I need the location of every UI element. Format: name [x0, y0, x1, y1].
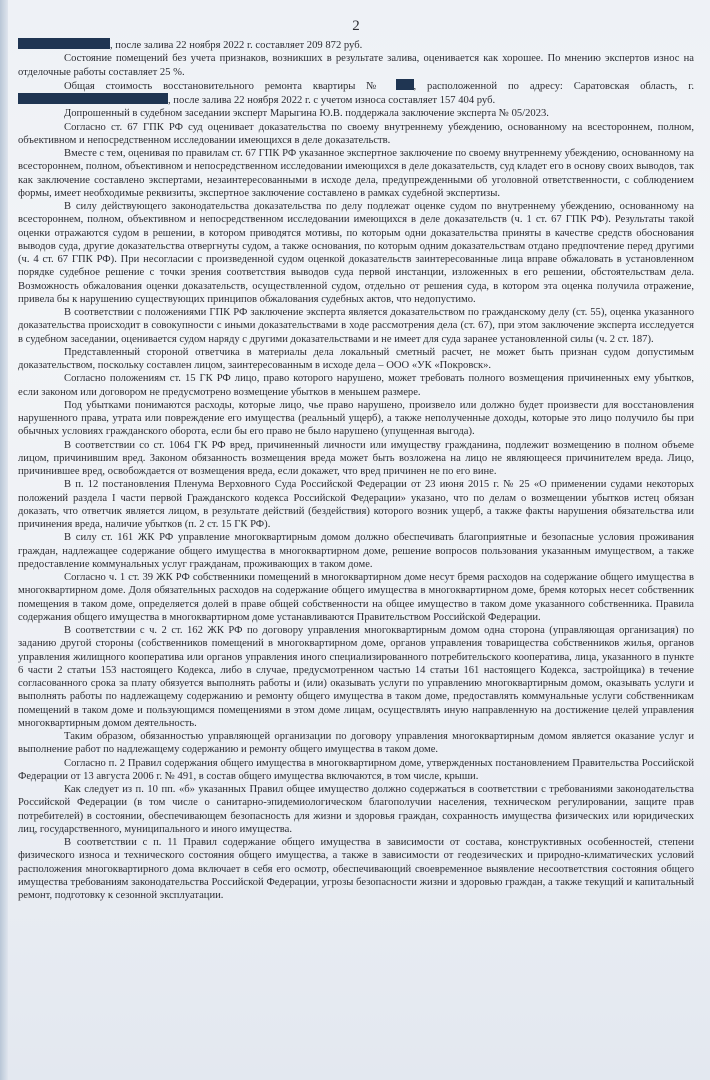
paragraph-condition: Состояние помещений без учета признаков, возникших в результате залива, оценивается как хорошее. По мнению экспертов износ на отделочные работы составляет 25 %. [18, 53, 694, 78]
redacted-apartment-number [396, 79, 414, 90]
paragraph-rules-p2: Согласно п. 2 Правил содержания общего имущества в многоквартирном доме, утвержденных постановлением Правительства Российской Федерации от 13 августа 2006 г. № 491, в состав общего имущества включаются, в том числе, крыши. [18, 757, 694, 782]
paragraph-plenum: В п. 12 постановления Пленума Верховного Суда Российской Федерации от 23 июня 2015 г. № 25 «О применении судами некоторых положений раздела I части первой Гражданского кодекса Российской Федерации» указано, что по делам о возмещении убытков истец обязан доказать, что ответчик является лицом, в результате действий (бездействия) которого возник ущерб, а также факты нарушения обязательства или причинения вреда, наличие убытков (п. 2 ст. 15 ГК РФ). [18, 479, 694, 530]
paragraph-rules-p10: Как следует из п. 10 пп. «б» указанных Правил общее имущество должно содержаться в соответствии с требованиями законодательства Российской Федерации (в том числе о санитарно-эпидемиологическом благополучии населения, техническом регулировании, защите прав потребителей) в состоянии, обеспечивающем безопасность для жизни и здоровья граждан, сохранность имущества физических или юридических лиц, государственного, муниципального и иного имущества. [18, 784, 694, 835]
paragraph-art67: Согласно ст. 67 ГПК РФ суд оценивает доказательства по своему внутреннему убеждению, основанному на всестороннем, полном, объективном и непосредственном исследовании имеющихся в деле доказательств. [18, 121, 694, 146]
paragraph-art161: В силу ст. 161 ЖК РФ управление многоквартирным домом должно обеспечивать благоприятные и безопасные условия проживания граждан, надлежащее содержание общего имущества в многоквартирном доме, решение вопросов пользования указанным имуществом, а также предоставление коммунальных услуг гражданам, проживающих в таком доме. [18, 532, 694, 570]
paragraph-evaluation: Вместе с тем, оценивая по правилам ст. 67 ГПК РФ указанное экспертное заключение по своему внутреннему убеждению, основанному на всестороннем, полном, объективном и непосредственном исследовании имеющихся в деле доказательств, суд кладет его в основу своих выводов, так как заключение составлено экспертами, незаинтересованными в исходе дела, предупрежденными об уголовной ответственности, с соблюдением формы, имеет необходимые реквизиты, экспертное заключение составлено в рамках судебной экспертизы. [18, 148, 694, 199]
paragraph-total-cost: Общая стоимость восстановительного ремонта квартиры № , расположенной по адресу: Саратовская область, г. , после залива 22 ноября 2022 г. с учетом износа составляет 157 404 руб. [18, 79, 694, 108]
page-number: 2 [352, 18, 360, 34]
paragraph-gpk-expert: В соответствии с положениями ГПК РФ заключение эксперта является доказательством по гражданскому делу (ст. 55), оценка указанного доказательства происходит в совокупности с иными доказательствами в ходе рассмотрения дела (ст. 67), при этом заключение эксперта исследуется в судебном заседании, оценивается судом наряду с другими доказательствами и не имеет для суда заранее установленной силы (ч. 2 ст. 187). [18, 307, 694, 345]
paragraph-obligation: Таким образом, обязанностью управляющей организации по договору управления многоквартирным домом является оказание услуг и выполнение работ по надлежащему содержанию и ремонту общего имущества в таком доме. [18, 731, 694, 756]
paragraph-rules-p11: В соответствии с п. 11 Правил содержание общего имущества в зависимости от состава, конструктивных особенностей, степени физического износа и технического состояния общего имущества, а также в зависимости от геодезических и природно-климатических условий расположения многоквартирного дома включает в себя его осмотр, обеспечивающий своевременное выявление несоответствия состояния общего имущества требованиям законодательства Российской Федерации, угрозы безопасности жизни и здоровью граждан, а также текущий и капитальный ремонт, подготовку к сезонной эксплуатации. [18, 837, 694, 901]
paragraph-evidence-law: В силу действующего законодательства доказательства по делу подлежат оценке судом по внутреннему убеждению, основанному на всестороннем, полном, объективном и непосредственном исследовании имеющихся в деле доказательств (ч. 1 ст. 67 ГПК РФ). Результаты такой оценки отражаются судом в решении, в котором приводятся мотивы, по которым одни доказательства приняты в качестве средств обоснования выводов суда, другие доказательства отвергнуты судом, а также основания, по которым одним доказательствам отдано предпочтение перед другими (ч. 4 ст. 67 ГПК РФ). При несогласии с произведенной судом оценкой доказательств заинтересованные лица вправе обжаловать в установленном порядке судебное решение с точки зрения соответствия выводов суда первой инстанции, изложенных в его решении, обстоятельствам дела. Возможность обжалования оценки доказательств, осуществленной судом, отдельно от решения суда, в котором эта оценка получила отражение, привела бы к нарушению существующих принципов обжалования судебных актов, что недопустимо. [18, 201, 694, 305]
paragraph-art1064: В соответствии со ст. 1064 ГК РФ вред, причиненный личности или имуществу гражданина, подлежит возмещению в полном объеме лицом, причинившим вред. Законом обязанность возмещения вреда может быть возложена на лицо не являющееся причинителем вреда. Лицо, причинившее вред, освобождается от возмещения вреда, если докажет, что вред причинен не по его вине. [18, 439, 694, 477]
paragraph-art39: Согласно ч. 1 ст. 39 ЖК РФ собственники помещений в многоквартирном доме несут бремя расходов на содержание общего имущества в многоквартирном доме. Доля обязательных расходов на содержание общего имущества в многоквартирном доме, бремя которых несет собственник помещения в таком доме, определяется долей в праве общей собственности на общее имущество в таком доме указанного собственника. Правила содержания общего имущества в многоквартирном доме устанавливаются Правительством Российской Федерации. [18, 572, 694, 623]
paragraph-cost-without-wear: , после залива 22 ноября 2022 г. составляет 209 872 руб. [18, 38, 694, 52]
redacted-address [18, 38, 110, 49]
paragraph-art15: Согласно положениям ст. 15 ГК РФ лицо, право которого нарушено, может требовать полного возмещения причиненных ему убытков, если законом или договором не предусмотрено возмещение убытков в меньшем размере. [18, 373, 694, 398]
paragraph-art162: В соответствии с ч. 2 ст. 162 ЖК РФ по договору управления многоквартирным домом одна сторона (управляющая организация) по заданию другой стороны (собственников помещений в многоквартирном доме, органов управления товарищества собственников жилья, органов управления жилищного кооператива или органов управления иного специализированного потребительского кооператива, лица, указанного в пункте 6 части 2 статьи 153 настоящего Кодекса, либо в случае, предусмотренном частью 14 статьи 161 настоящего Кодекса, застройщика) в течение согласованного срока за плату обязуется выполнять работы и (или) оказывать услуги по управлению многоквартирным домом, оказывать услуги и выполнять работы по надлежащему содержанию и ремонту общего имущества в таком доме, предоставлять коммунальные услуги собственникам помещений в таком доме и пользующимся помещениями в этом доме лицам, осуществлять иную направленную на достижение целей управления многоквартирным домом деятельность. [18, 625, 694, 729]
paragraph-local-estimate: Представленный стороной ответчика в материалы дела локальный сметный расчет, не может быть признан судом допустимым доказательством, поскольку составлен лицом, заинтересованным в исходе дела – ООО «УК «Покровск». [18, 346, 694, 371]
paragraph-expert-testimony: Допрошенный в судебном заседании эксперт Марыгина Ю.В. поддержала заключение эксперта № 05/2023. [64, 108, 549, 120]
redacted-city-address [18, 93, 168, 104]
paragraph-losses: Под убытками понимаются расходы, которые лицо, чье право нарушено, произвело или должно будет произвести для восстановления нарушенного права, утрата или повреждение его имущества (реальный ущерб), а также неполученные доходы, которые это лицо получило бы при обычных условиях гражданского оборота, если бы его право не было нарушено (упущенная выгода). [18, 399, 694, 438]
